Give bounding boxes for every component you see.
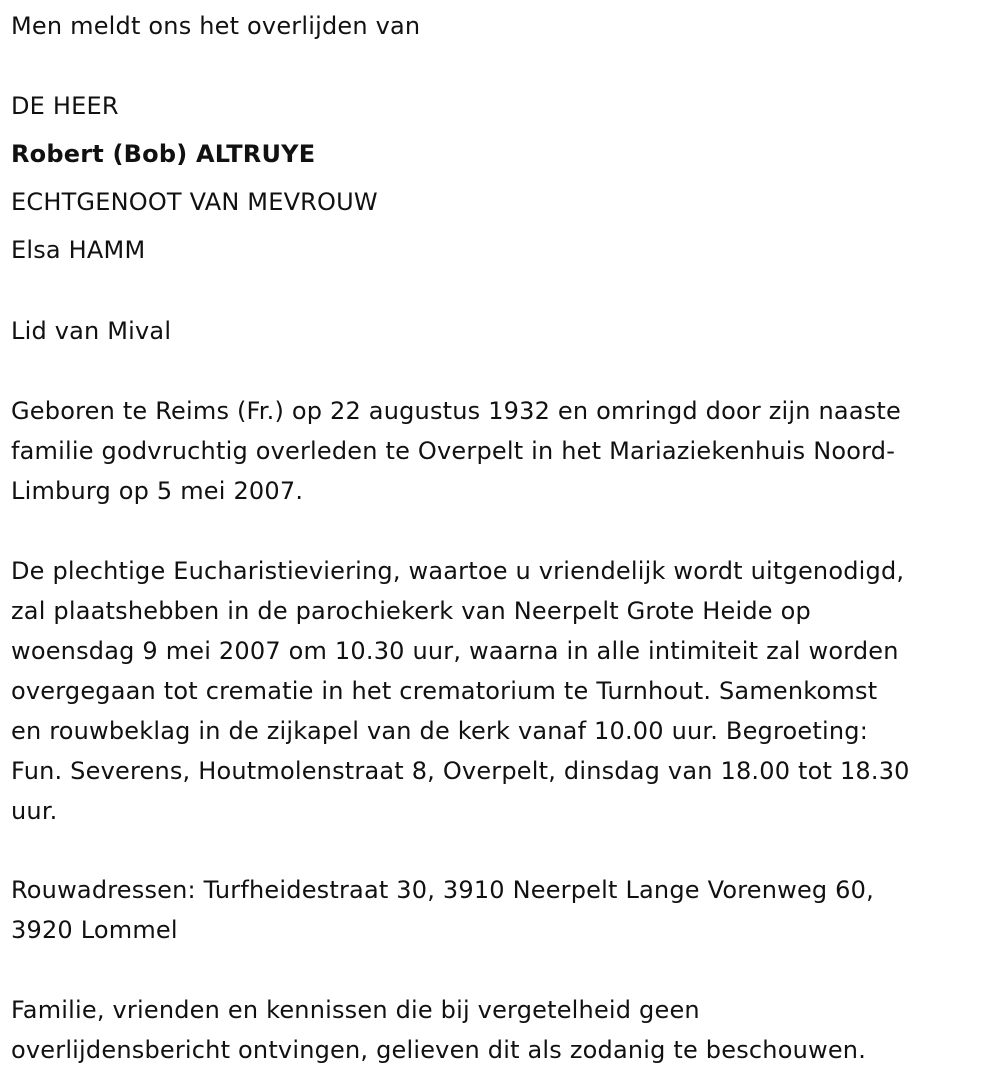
paragraph-line: overlijdensbericht ontvingen, gelieven dit als zodanig te beschouwen. [11,1036,867,1064]
deceased-title: DE HEER [11,92,119,120]
paragraph-line: familie godvruchtig overleden te Overpelt in het Mariaziekenhuis Noord- [11,437,896,465]
paragraph-line: Fun. Severens, Houtmolenstraat 8, Overpelt, dinsdag van 18.00 tot 18.30 [11,757,910,785]
paragraph-line: Familie, vrienden en kennissen die bij vergetelheid geen [11,996,700,1024]
closing-paragraph [11,990,866,1070]
spouse-label: ECHTGENOOT VAN MEVROUW [11,188,378,216]
intro-text: Men meldt ons het overlijden van [11,12,421,40]
membership-text: Lid van Mival [11,317,172,345]
paragraph-line: en rouwbeklag in de zijkapel van de kerk vanaf 10.00 uur. Begroeting: [11,717,868,745]
birth-death-paragraph [11,391,901,511]
spouse-name: Elsa HAMM [11,236,146,264]
paragraph-line: Limburg op 5 mei 2007. [11,477,304,505]
deceased-name: Robert (Bob) ALTRUYE [11,140,316,168]
paragraph-line: De plechtige Eucharistieviering, waartoe u vriendelijk wordt uitgenodigd, [11,557,905,585]
paragraph-line: zal plaatshebben in de parochiekerk van Neerpelt Grote Heide op [11,597,811,625]
paragraph-line: uur. [11,797,58,825]
paragraph-line: overgegaan tot crematie in het crematorium te Turnhout. Samenkomst [11,677,878,705]
paragraph-line: 3920 Lommel [11,916,178,944]
ceremony-paragraph [11,551,910,831]
addresses-paragraph [11,870,874,950]
paragraph-line: Geboren te Reims (Fr.) op 22 augustus 1932 en omringd door zijn naaste [11,397,902,425]
paragraph-line: woensdag 9 mei 2007 om 10.30 uur, waarna in alle intimiteit zal worden [11,637,899,665]
paragraph-line: Rouwadressen: Turfheidestraat 30, 3910 Neerpelt Lange Vorenweg 60, [11,876,874,904]
